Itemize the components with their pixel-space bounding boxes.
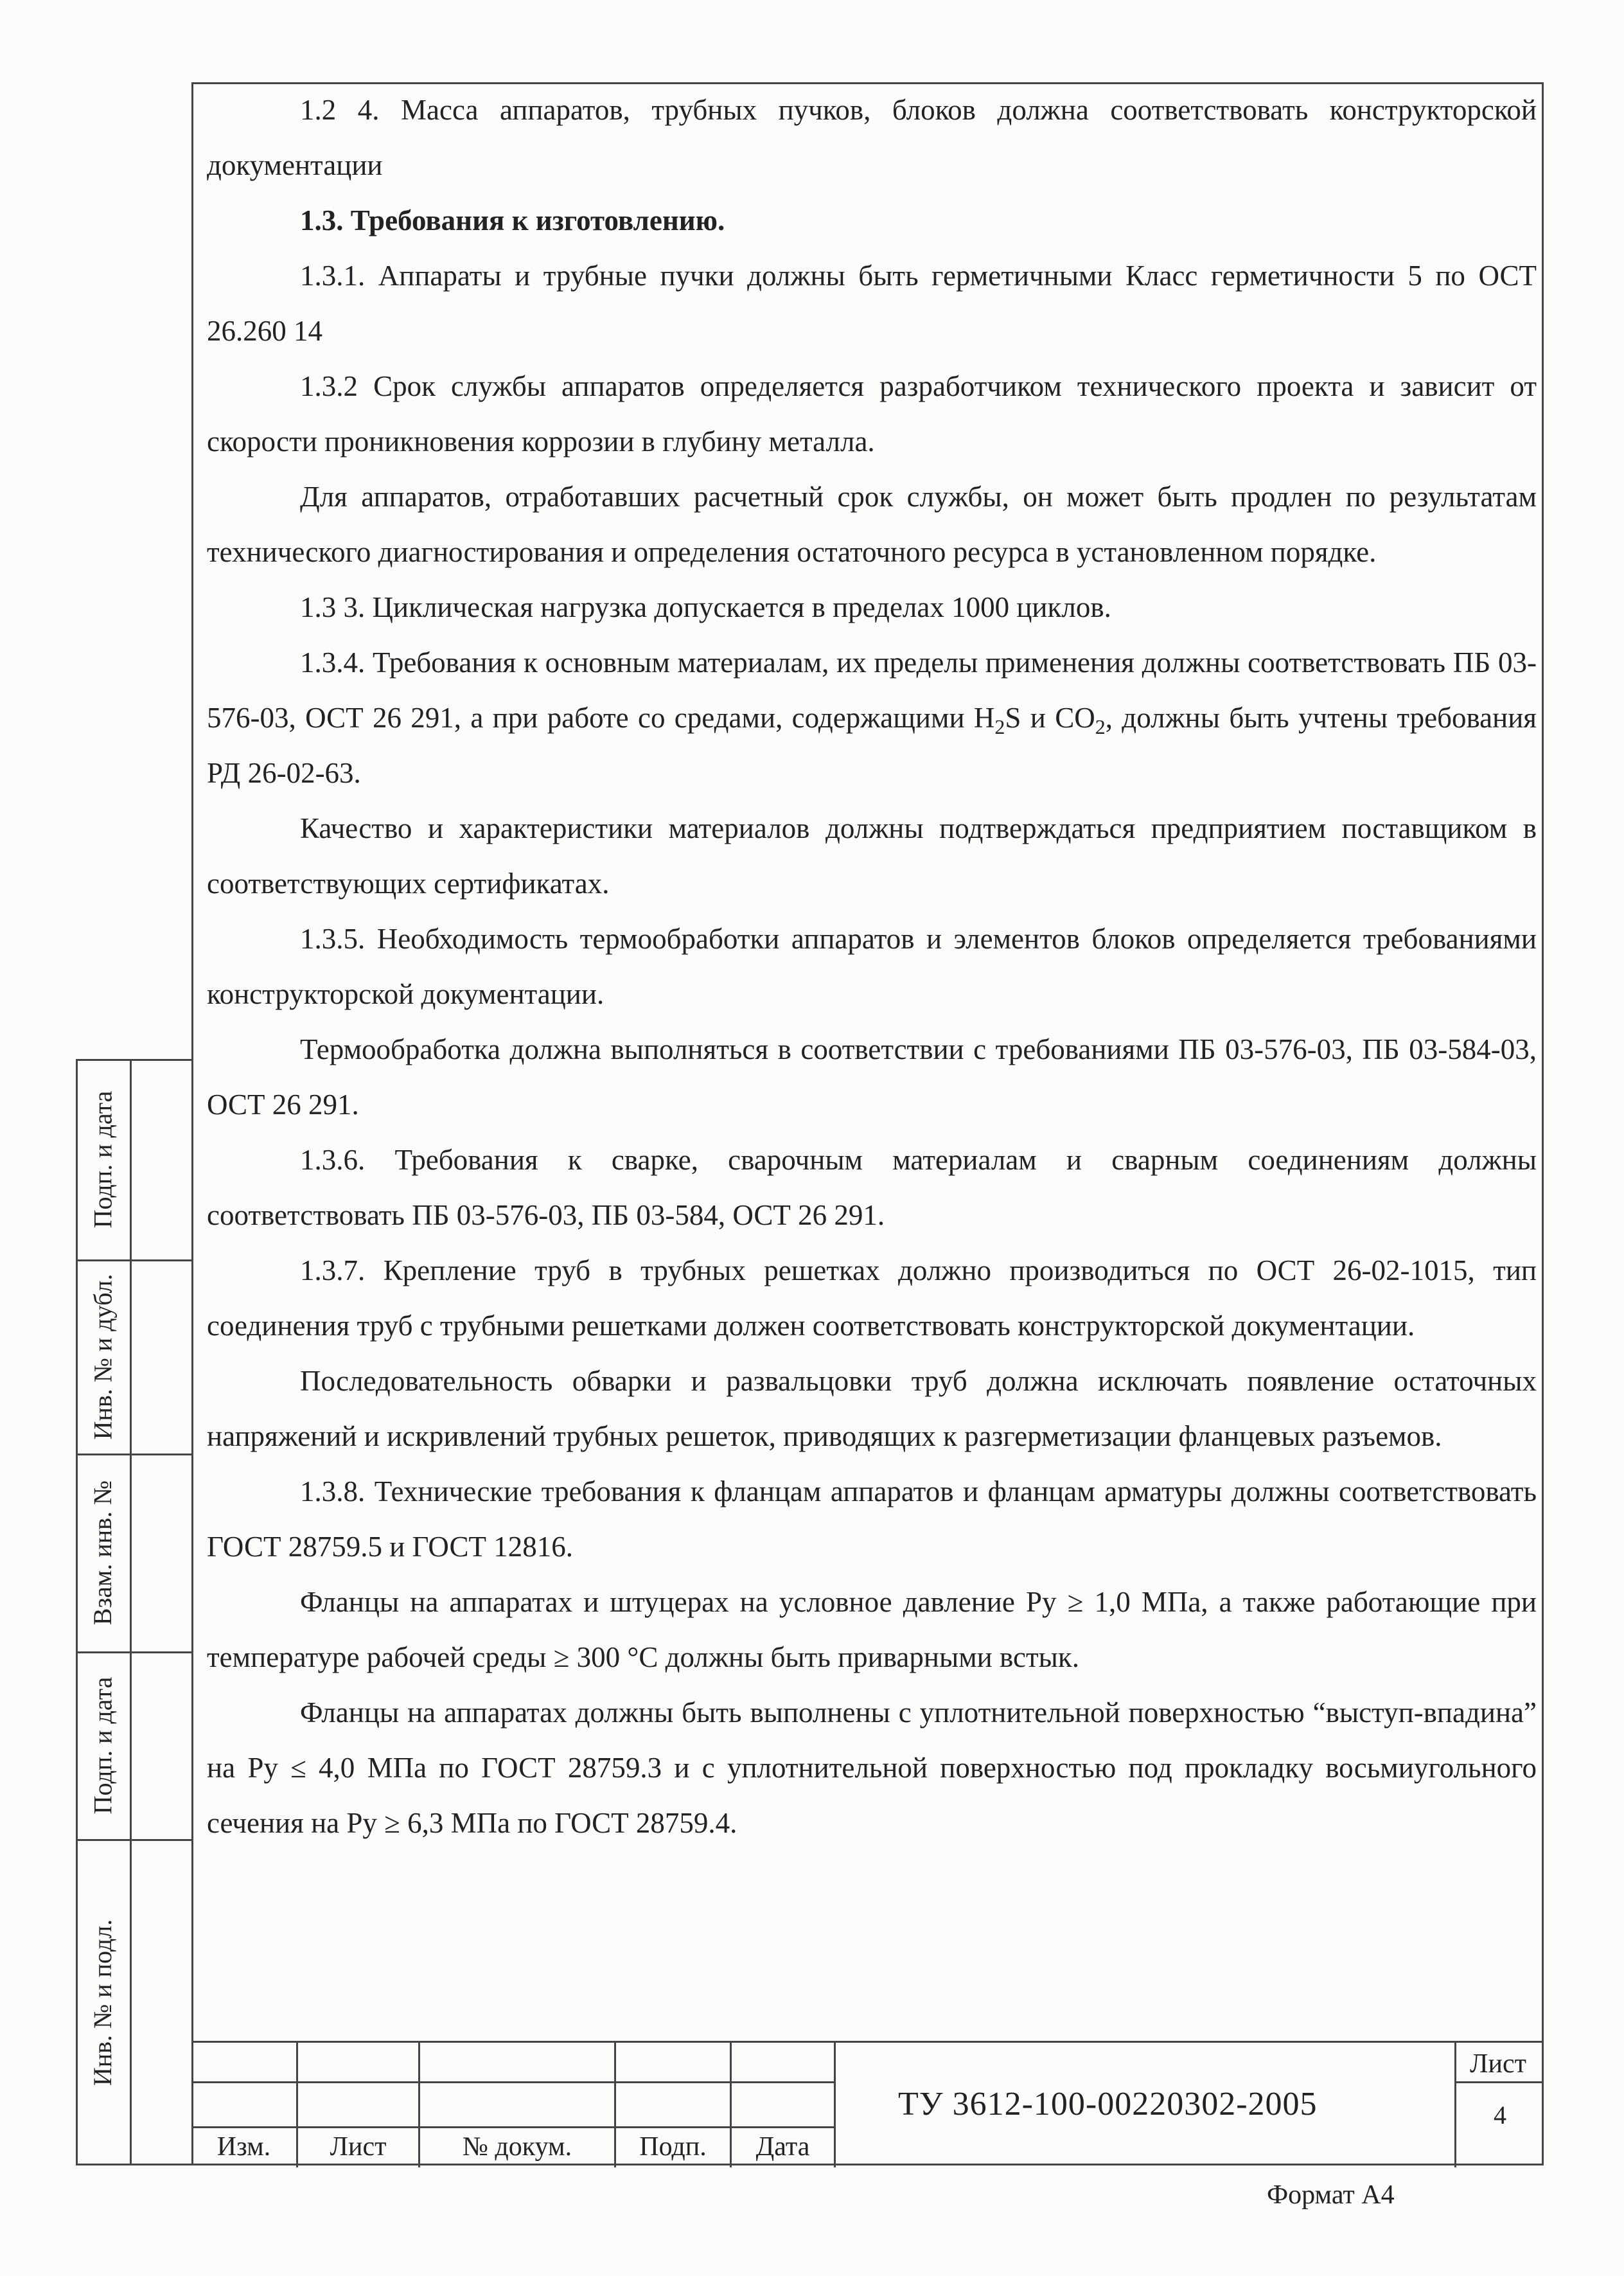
paragraph: 1.3.1. Аппараты и трубные пучки должны быть герметичными Класс герметичности 5 по ОСТ 26.260 14 bbox=[207, 260, 1537, 347]
paragraph: Фланцы на аппаратах должны быть выполнены с уплотнительной поверхностью “выступ-впадина” на Ру ≤ 4,0 МПа по ГОСТ 28759.3 и с уплотнительной поверхностью под прокладку восьмиугольного сечения на Ру ≥ 6,3 МПа по ГОСТ 28759.4. bbox=[207, 1696, 1537, 1839]
paragraph: 1.3.6. Требования к сварке, сварочным материалам и сварным соединениям должны соответствовать ПБ 03-576-03, ПБ 03-584, ОСТ 26 291. bbox=[207, 1144, 1537, 1231]
side-stamp-inner bbox=[130, 1059, 191, 2165]
paragraph: 1.3.7. Крепление труб в трубных решетках должно производиться по ОСТ 26-02-1015, тип соединения труб с трубными решетками должен соответствовать конструкторской документации. bbox=[207, 1254, 1537, 1342]
paragraph: Качество и характеристики материалов должны подтверждаться предприятием поставщиком в соответствующих сертификатах. bbox=[207, 812, 1537, 900]
tb-col-line bbox=[1454, 2043, 1456, 2167]
document-designation: ТУ 3612-100-00220302-2005 bbox=[898, 2086, 1318, 2122]
tb-col-doc: № докум. bbox=[462, 2132, 572, 2162]
tb-row-line bbox=[191, 2081, 836, 2083]
tb-col-sign: Подп. bbox=[639, 2132, 707, 2162]
sheet-label: Лист bbox=[1470, 2049, 1526, 2079]
paragraph: 1.3.5. Необходимость термообработки аппаратов и элементов блоков определяется требованиями конструкторской документации. bbox=[207, 923, 1537, 1010]
paragraph: Фланцы на аппаратах и штуцерах на условное давление Ру ≥ 1,0 МПа, а также работающие при температуре рабочей среды ≥ 300 °С должны быть приварными встык. bbox=[207, 1586, 1537, 1673]
tb-col-line bbox=[834, 2043, 836, 2167]
paragraph: Для аппаратов, отработавших расчетный срок службы, он может быть продлен по результатам технического диагностирования и определения остаточного ресурса в установленном порядке. bbox=[207, 481, 1537, 568]
tb-col-date: Дата bbox=[755, 2132, 810, 2162]
tb-col-list: Лист bbox=[330, 2132, 387, 2162]
paragraph: Последовательность обварки и развальцовки труб должна исключать появление остаточных напряжений и искривлений трубных решеток, приводящих к разгерметизации фланцевых разъемов. bbox=[207, 1365, 1537, 1452]
title-block bbox=[191, 2041, 1544, 2165]
side-label-vzam-inv: Взам. инв. № bbox=[88, 1480, 118, 1625]
tb-row-line bbox=[1454, 2081, 1544, 2083]
paragraph: Термообработка должна выполняться в соответствии с требованиями ПБ 03-576-03, ПБ 03-584-03, ОСТ 26 291. bbox=[207, 1033, 1537, 1121]
paragraph: 1.3 3. Циклическая нагрузка допускается в пределах 1000 циклов. bbox=[300, 591, 1111, 623]
paper-format: Формат А4 bbox=[1267, 2180, 1395, 2210]
paragraph: 1.3.2 Срок службы аппаратов определяется разработчиком технического проекта и зависит от скорости проникновения коррозии в глубину металла. bbox=[207, 370, 1537, 458]
side-label-sign-date: Подп. и дата bbox=[88, 1090, 118, 1228]
paragraph: 1.3.8. Технические требования к фланцам аппаратов и фланцам арматуры должны соответствовать ГОСТ 28759.5 и ГОСТ 12816. bbox=[207, 1475, 1537, 1563]
side-label-inv-podl: Инв. № и подл. bbox=[88, 1919, 118, 2086]
sheet-number: 4 bbox=[1494, 2101, 1506, 2129]
paragraph: 1.2 4. Масса аппаратов, трубных пучков, блоков должна соответствовать конструкторской документации bbox=[207, 94, 1537, 181]
paragraph: 1.3.4. Требования к основным материалам, их пределы применения должны соответствовать ПБ 03-576-03, ОСТ 26 291, а при работе со средами, содержащими $H_2S$ и $CO_2$, должны быть учтены требования РД 26-02-63. bbox=[207, 646, 1537, 789]
side-label-sign-date-2: Подп. и дата bbox=[88, 1676, 118, 1814]
tb-row-line bbox=[191, 2126, 836, 2128]
tb-col-izm: Изм. bbox=[216, 2132, 271, 2162]
side-label-inv-dubl: Инв. № и дубл. bbox=[88, 1274, 118, 1439]
section-heading: 1.3. Требования к изготовлению. bbox=[300, 204, 725, 236]
document-body bbox=[207, 82, 1537, 1851]
